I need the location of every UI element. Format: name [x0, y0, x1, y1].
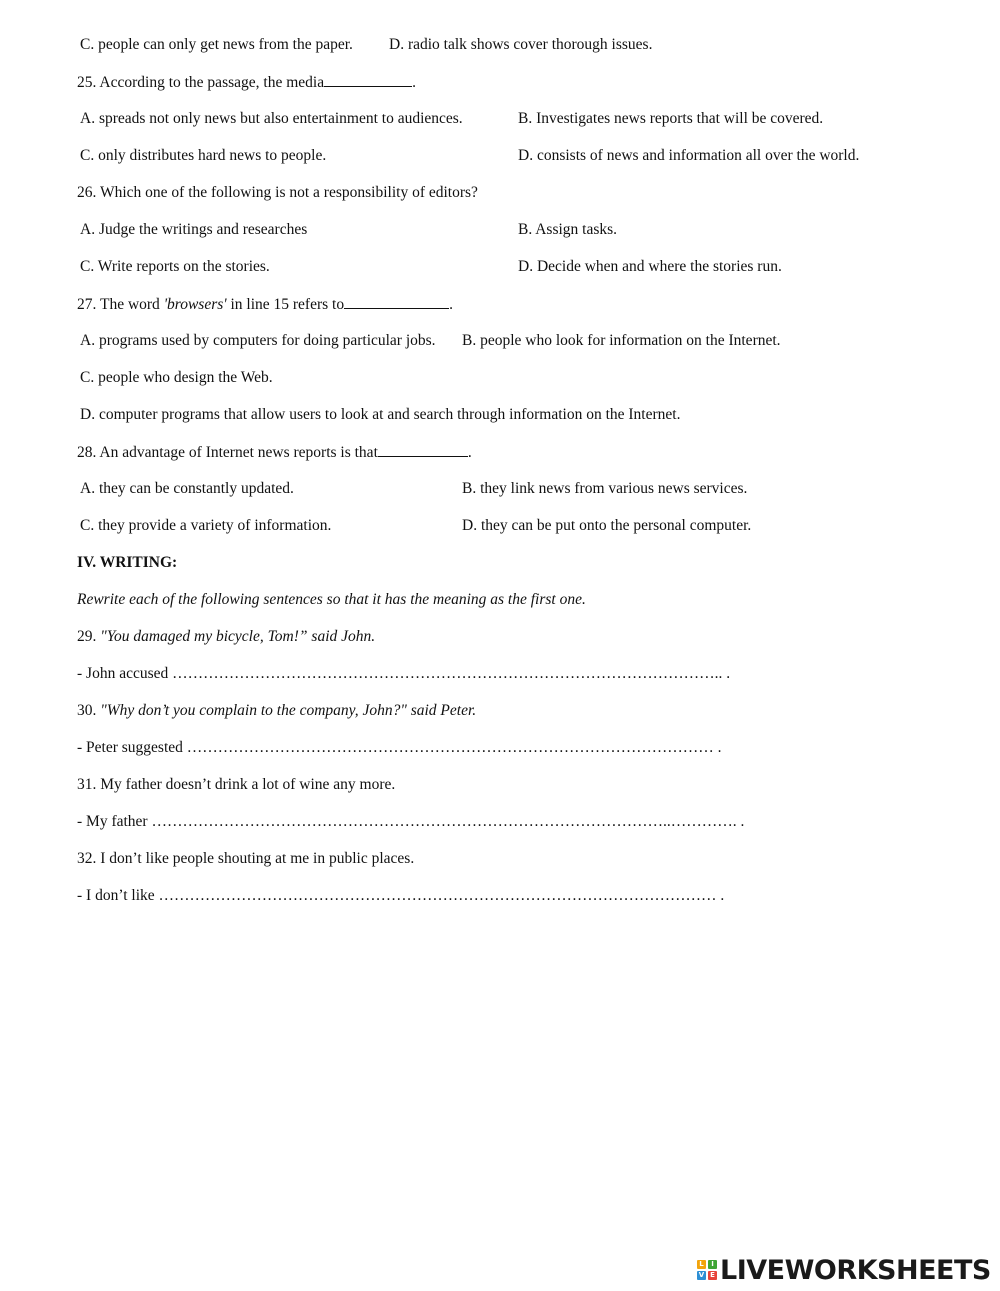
- q29-prompt: 29. "You damaged my bicycle, Tom!” said John.: [77, 628, 376, 645]
- q27-option-b: B. people who look for information on the Internet.: [462, 332, 781, 349]
- q30-prompt: 30. "Why don’t you complain to the company, John?" said Peter.: [77, 702, 477, 719]
- q26-option-d: D. Decide when and where the stories run.: [518, 258, 782, 275]
- q25-stem-text: 25. According to the passage, the media: [77, 74, 325, 91]
- q29-quote: "You damaged my bicycle, Tom!” said John.: [100, 628, 376, 645]
- q25-stem: 25. According to the passage, the media .: [77, 74, 416, 91]
- logo-block-i: I: [708, 1260, 717, 1269]
- q26-option-a: A. Judge the writings and researches: [80, 221, 308, 238]
- q27-option-a: A. programs used by computers for doing particular jobs.: [80, 332, 436, 349]
- q26-option-b: B. Assign tasks.: [518, 221, 618, 238]
- q27-option-c: C. people who design the Web.: [80, 369, 273, 386]
- q28-option-c: C. they provide a variety of information.: [80, 517, 332, 534]
- q27-keyword: 'browsers': [163, 296, 227, 313]
- q31-prompt: 31. My father doesn’t drink a lot of wine any more.: [77, 776, 396, 793]
- q25-option-d: D. consists of news and information all over the world.: [518, 147, 860, 164]
- q28-option-b: B. they link news from various news services.: [462, 480, 748, 497]
- logo-wordmark: LIVEWORKSHEETS: [720, 1254, 991, 1286]
- q25-option-b: B. Investigates news reports that will be covered.: [518, 110, 824, 127]
- q28-option-d: D. they can be put onto the personal computer.: [462, 517, 752, 534]
- logo-blocks-icon: [697, 1260, 717, 1280]
- logo-block-l: L: [697, 1260, 706, 1269]
- q28-stem: 28. An advantage of Internet news reports is that .: [77, 444, 472, 461]
- logo-block-v: V: [698, 1271, 705, 1279]
- q32-prompt: 32. I don’t like people shouting at me in public places.: [77, 850, 415, 867]
- q25-answer-blank[interactable]: [324, 72, 412, 87]
- q26-option-c: C. Write reports on the stories.: [80, 258, 270, 275]
- q27-answer-blank[interactable]: [344, 294, 449, 309]
- q26-stem: 26. Which one of the following is not a responsibility of editors?: [77, 184, 478, 201]
- liveworksheets-logo: [697, 1254, 991, 1286]
- writing-heading: IV. WRITING:: [77, 554, 178, 571]
- q24-option-c: C. people can only get news from the paper.: [80, 36, 353, 53]
- q30-answer-line[interactable]: - Peter suggested ………………………………………………………………………………………… .: [77, 739, 722, 756]
- q25-option-a: A. spreads not only news but also entertainment to audiences.: [80, 110, 463, 127]
- q25-option-c: C. only distributes hard news to people.: [80, 147, 327, 164]
- q24-option-d: D. radio talk shows cover thorough issues.: [389, 36, 653, 53]
- writing-instruction: Rewrite each of the following sentences so that it has the meaning as the first one.: [77, 591, 586, 608]
- q29-answer-line[interactable]: - John accused …………………………………………………………………………………………….. .: [77, 665, 731, 682]
- logo-block-e: E: [708, 1271, 717, 1280]
- q28-option-a: A. they can be constantly updated.: [80, 480, 294, 497]
- q28-answer-blank[interactable]: [378, 442, 468, 457]
- q27-stem: 27. The word 'browsers' in line 15 refers to .: [77, 296, 453, 313]
- q32-answer-line[interactable]: - I don’t like ……………………………………………………………………………………………… .: [77, 887, 725, 904]
- q30-quote: "Why don’t you complain to the company, John?" said Peter.: [100, 702, 477, 719]
- q31-answer-line[interactable]: - My father ………………………………………………………………………………………..…………. .: [77, 813, 745, 830]
- q27-option-d: D. computer programs that allow users to look at and search through information on the Internet.: [80, 406, 681, 423]
